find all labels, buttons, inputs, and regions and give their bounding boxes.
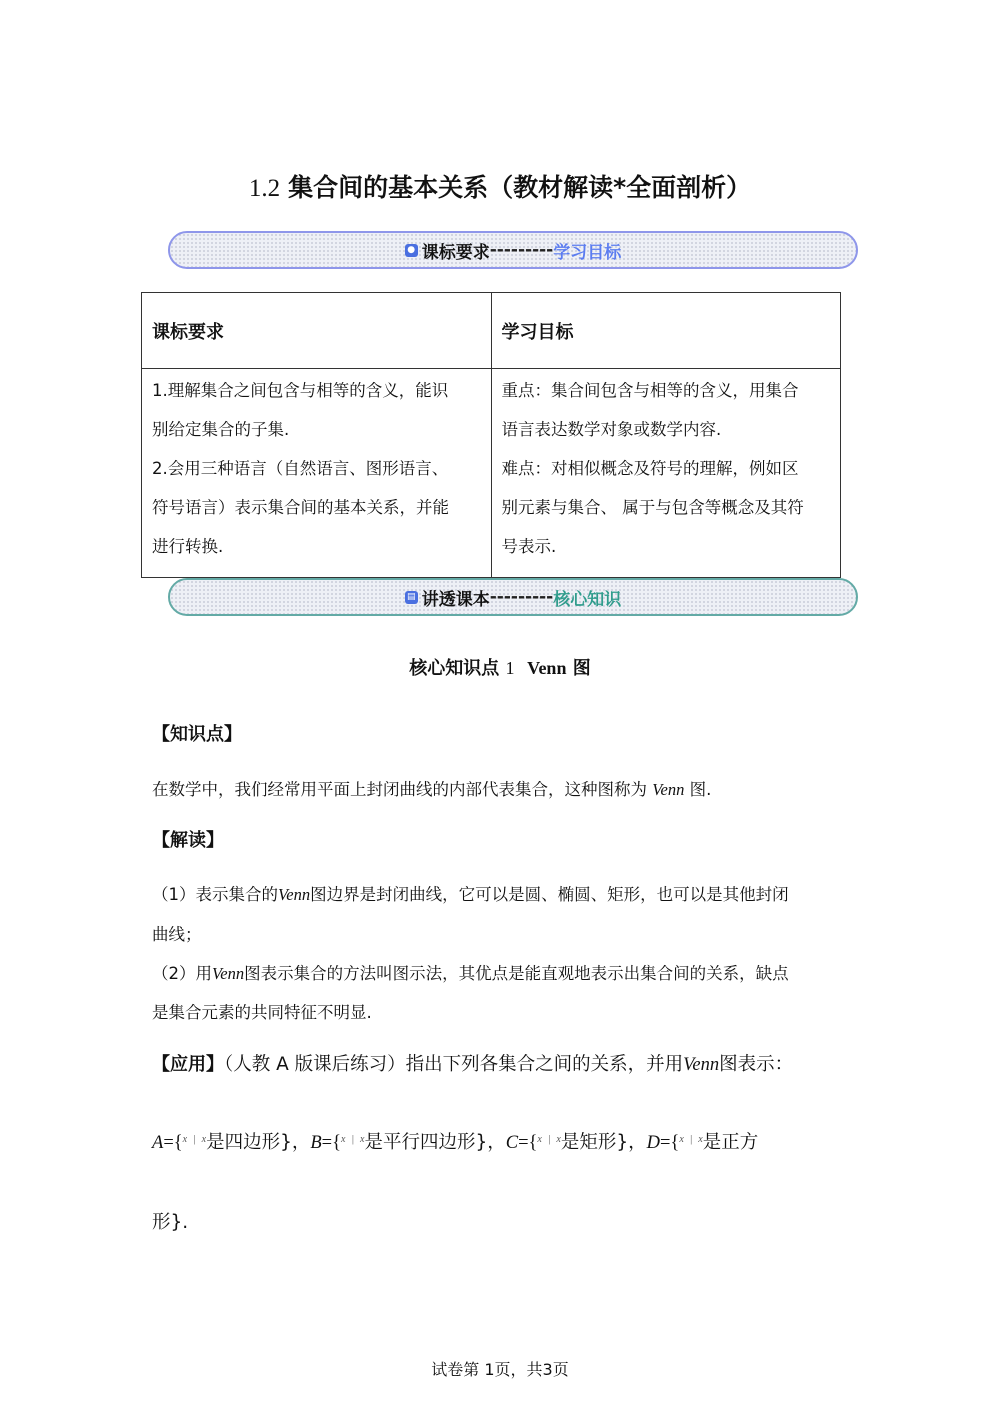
- set-var: x: [341, 1134, 346, 1145]
- brace: ={: [659, 1133, 680, 1153]
- header-goals: 学习目标: [491, 293, 841, 369]
- set-c: C: [505, 1133, 519, 1153]
- knowledge-paragraph: [152, 776, 711, 800]
- desc-b: 是平行四边形}，: [364, 1132, 506, 1153]
- brace: ={: [518, 1133, 538, 1153]
- set-bar: |: [689, 1134, 693, 1145]
- set-var: x: [537, 1134, 542, 1145]
- apply-line: [152, 1050, 793, 1076]
- title-number: 1.2: [248, 175, 281, 202]
- set-bar: |: [547, 1134, 551, 1145]
- section-number: 1: [505, 658, 515, 678]
- interpret-tag: 【解读】: [152, 830, 224, 851]
- banner2-highlight: 核心知识: [553, 589, 622, 610]
- set-var: x: [556, 1134, 561, 1145]
- interpret-line-2: 曲线；: [152, 925, 202, 944]
- banner-curriculum: [168, 231, 858, 269]
- set-var: x: [182, 1134, 188, 1145]
- section-suffix: 图: [572, 658, 591, 679]
- set-b: B: [310, 1133, 322, 1153]
- sets-line: [152, 1128, 758, 1154]
- text-line: 1.理解集合之间包含与相等的含义，能识: [152, 381, 449, 400]
- set-var: x: [698, 1134, 703, 1145]
- interpret-text: 图边界是封闭曲线，它可以是圆、椭圆、矩形，也可以是其他封闭: [310, 885, 789, 904]
- header-curriculum: 课标要求: [142, 293, 492, 369]
- sets-line-end: 形}.: [152, 1212, 189, 1233]
- cell-goals: [491, 369, 841, 578]
- set-bar: |: [351, 1134, 355, 1145]
- knowledge-tag: 【知识点】: [152, 724, 242, 745]
- desc-d: 是正方: [702, 1132, 759, 1153]
- set-bar: |: [192, 1134, 196, 1145]
- interpret-text: （1）表示集合的: [152, 885, 278, 904]
- desc-a: 是四边形}，: [206, 1132, 311, 1153]
- knowledge-text: 在数学中，我们经常用平面上封闭曲线的内部代表集合，这种图称为: [152, 780, 647, 799]
- page-title: [0, 168, 1000, 204]
- table-header-row: [142, 293, 841, 369]
- interpret-line-3: [152, 960, 789, 984]
- set-a: A: [152, 1133, 164, 1153]
- banner1-label: 课标要求: [421, 242, 490, 263]
- text-line: 进行转换.: [152, 537, 224, 556]
- venn-word: Venn: [683, 1055, 720, 1075]
- text-line: 重点：集合间包含与相等的含义，用集合: [501, 381, 799, 400]
- section-prefix: 核心知识点: [409, 658, 500, 679]
- brace: ={: [163, 1133, 183, 1153]
- text-line: 符号语言）表示集合间的基本关系，并能: [152, 498, 449, 517]
- text-line: 语言表达数学对象或数学内容.: [501, 420, 722, 439]
- title-text: 集合间的基本关系（教材解读*全面剖析）: [288, 173, 752, 202]
- venn-word: Venn: [278, 885, 311, 904]
- section-heading: [0, 654, 1000, 680]
- apply-tag: 【应用】: [152, 1054, 224, 1075]
- venn-word: Venn: [652, 780, 685, 799]
- interpret-text: 图表示集合的方法叫图示法，其优点是能直观地表示出集合间的关系，缺点: [244, 964, 789, 983]
- set-var: x: [359, 1134, 365, 1145]
- text-line: 号表示.: [501, 537, 557, 556]
- venn-word: Venn: [212, 964, 245, 983]
- cell-curriculum: [142, 369, 492, 578]
- page-footer: 试卷第 1页，共3页: [431, 1360, 569, 1379]
- brace: ={: [321, 1133, 341, 1153]
- interpret-line-1: [152, 881, 789, 905]
- set-var: x: [201, 1134, 207, 1145]
- knowledge-text-end: 图.: [689, 780, 712, 799]
- text-line: 2.会用三种语言（自然语言、图形语言、: [152, 459, 449, 478]
- book-icon: ▤: [405, 591, 418, 604]
- apply-text-end: 图表示：: [719, 1054, 794, 1075]
- table-row: [142, 369, 841, 578]
- banner1-highlight: 学习目标: [553, 242, 622, 263]
- set-var: x: [679, 1134, 684, 1145]
- interpret-text: （2）用: [152, 964, 212, 983]
- text-line: 别元素与集合、 属于与包含等概念及其符: [501, 498, 804, 517]
- user-icon: ●: [405, 244, 418, 257]
- apply-text: （人教 A 版课后练习）指出下列各集合之间的关系，并用: [224, 1054, 684, 1075]
- requirements-table: [141, 292, 841, 578]
- desc-c: 是矩形}，: [560, 1132, 647, 1153]
- banner-core-knowledge: [168, 578, 858, 616]
- set-d: D: [646, 1133, 660, 1153]
- text-line: 难点：对相似概念及符号的理解，例如区: [501, 459, 799, 478]
- banner2-label: 讲透课本: [421, 589, 490, 610]
- banner1-dashes: ---------: [489, 240, 554, 260]
- interpret-line-4: 是集合元素的共同特征不明显.: [152, 1003, 372, 1022]
- banner2-dashes: ---------: [489, 587, 554, 607]
- text-line: 别给定集合的子集.: [152, 420, 290, 439]
- section-venn: Venn: [527, 658, 567, 678]
